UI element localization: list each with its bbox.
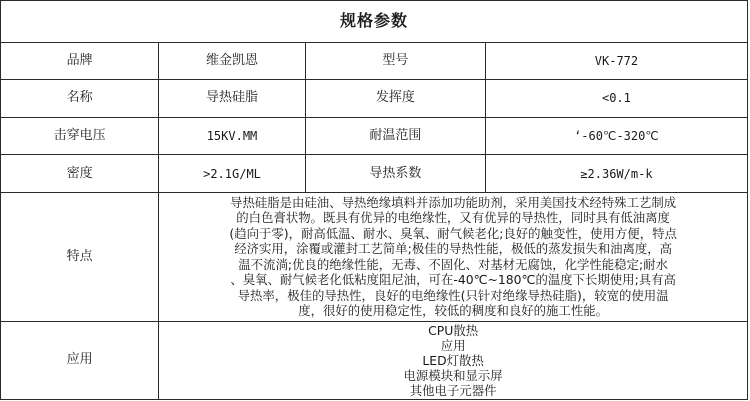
temperature-range-label: 耐温范围	[305, 117, 485, 155]
features-line: 温不流淌;优良的绝缘性能，无毒、不固化、对基材无腐蚀，化学性能稳定;耐水	[238, 256, 668, 272]
table-row	[1, 117, 748, 155]
features-line: 导热率，极佳的导热性，良好的电绝缘性(只针对绝缘导热硅脂)，较宽的使用温	[237, 287, 669, 303]
list-item: 应用	[440, 337, 466, 353]
name-value: 导热硅脂	[159, 80, 306, 118]
table-title: 规格参数	[1, 1, 748, 43]
features-description	[159, 192, 748, 321]
list-item: CPU散热	[428, 322, 479, 338]
applications-list	[159, 321, 748, 399]
volatility-value: <0.1	[485, 80, 747, 118]
thermal-conductivity-label: 导热系数	[305, 155, 485, 193]
features-line: 度，很好的使用稳定性，较低的稠度和良好的施工性能。	[298, 303, 608, 319]
list-item: 其他电子元器件	[409, 382, 497, 398]
list-item: 电源模块和显示屏	[403, 367, 503, 383]
breakdown-voltage-label: 击穿电压	[1, 117, 159, 155]
brand-value: 维金凯恩	[159, 42, 306, 80]
features-line: 的白色膏状物。既具有优异的电绝缘性，又有优异的导热性，同时具有低油离度	[236, 210, 670, 226]
table-row	[1, 80, 748, 118]
model-value: VK-772	[485, 42, 747, 80]
applications-label: 应用	[1, 321, 159, 399]
volatility-label: 发挥度	[305, 80, 485, 118]
temperature-range-value: ‘-60℃-320℃	[485, 117, 747, 155]
features-line: 导热硅脂是由硅油、导热绝缘填料并添加功能助剂，采用美国技术经特殊工艺制成	[230, 194, 677, 210]
breakdown-voltage-value: 15KV.MM	[159, 117, 306, 155]
applications-row	[1, 321, 748, 399]
features-row	[1, 192, 748, 321]
density-label: 密度	[1, 155, 159, 193]
thermal-conductivity-value: ≥2.36W/m-k	[485, 155, 747, 193]
title-row	[1, 1, 748, 43]
features-line: (趋向于零)，耐高低温、耐水、臭氧、耐气候老化;良好的触变性，使用方便，特点	[229, 225, 677, 241]
name-label: 名称	[1, 80, 159, 118]
density-value: >2.1G/ML	[159, 155, 306, 193]
model-label: 型号	[305, 42, 485, 80]
brand-label: 品牌	[1, 42, 159, 80]
features-line: 经济实用，涂覆或灌封工艺简单;极佳的导热性能，极低的蒸发损失和油离度，高	[234, 241, 673, 257]
table-row	[1, 42, 748, 80]
table-row	[1, 155, 748, 193]
list-item: LED灯散热	[422, 352, 484, 368]
features-line: 、臭氧、耐气候老化低粘度阻尼油，可在-40℃~180℃的温度下长期使用;具有高	[230, 272, 676, 288]
features-label: 特点	[1, 192, 159, 321]
